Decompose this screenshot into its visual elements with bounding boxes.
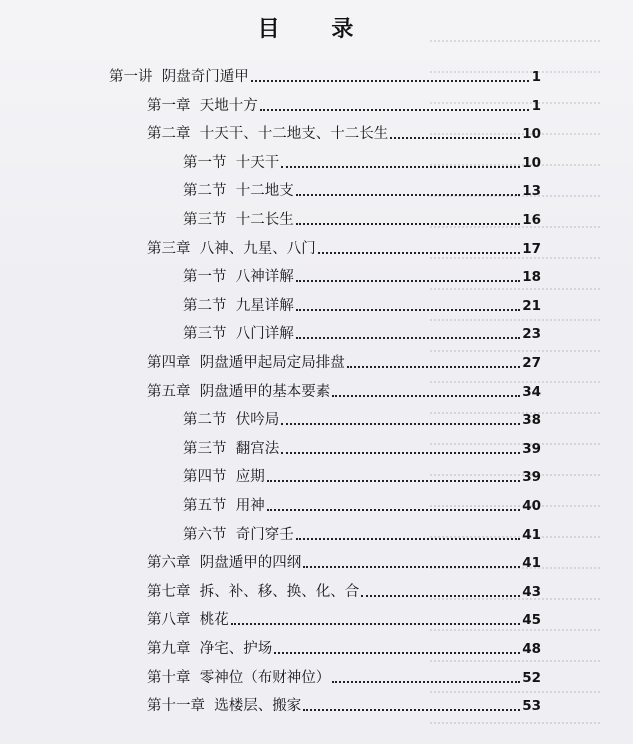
toc-entry[interactable] <box>147 95 541 115</box>
toc-entry[interactable] <box>183 180 541 200</box>
toc-entry-label: 第二节 十二地支 <box>183 183 294 200</box>
dot-leader <box>296 337 520 339</box>
dot-leader <box>296 223 520 225</box>
toc-entry[interactable] <box>147 552 541 572</box>
toc-entry-label: 第三章 八神、九星、八门 <box>147 240 316 257</box>
dot-leader <box>303 709 520 711</box>
toc-entry-label: 第一节 八神详解 <box>183 269 294 286</box>
toc-entry[interactable] <box>147 381 541 401</box>
toc-entry[interactable] <box>147 638 541 658</box>
dot-leader <box>260 109 529 111</box>
dot-leader <box>361 595 520 597</box>
dot-leader <box>390 137 520 139</box>
toc-entry[interactable] <box>109 66 541 86</box>
toc-entry-label: 第六节 奇门穿壬 <box>183 526 294 543</box>
dot-leader <box>231 623 520 625</box>
dot-leader <box>274 652 520 654</box>
toc-entry-label: 第九章 净宅、护场 <box>147 641 273 657</box>
dot-leader <box>267 509 520 511</box>
toc-entry-page-number: 16 <box>522 212 541 228</box>
toc-entry-label: 第三节 翻宫法 <box>183 440 280 457</box>
dot-leader <box>296 538 520 540</box>
toc-entry[interactable] <box>183 524 541 544</box>
toc-entry-page-number: 23 <box>522 326 541 343</box>
toc-entry-label: 第十一章 选楼层、搬家 <box>147 698 302 715</box>
toc-entry[interactable] <box>183 295 541 315</box>
toc-entry-page-number: 17 <box>522 240 541 257</box>
toc-entry-label: 第一讲 阴盘奇门遁甲 <box>109 69 249 85</box>
dot-leader <box>347 366 520 368</box>
toc-entry[interactable] <box>183 266 541 286</box>
toc-entry[interactable] <box>147 123 541 143</box>
toc-entry-page-number: 43 <box>522 583 541 600</box>
toc-entry-label: 第四节 应期 <box>183 469 265 486</box>
toc-entry-page-number: 39 <box>522 469 541 486</box>
dot-leader <box>281 166 520 168</box>
toc-entry-page-number: 38 <box>522 412 541 429</box>
toc-entry[interactable] <box>183 209 541 229</box>
toc-entry-page-number: 41 <box>522 555 541 572</box>
toc-entry-page-number: 40 <box>522 498 541 514</box>
toc-entry-page-number: 34 <box>522 383 541 400</box>
dot-leader <box>281 423 520 425</box>
toc-entry-label: 第四章 阴盘遁甲起局定局排盘 <box>147 355 345 371</box>
toc-entry-label: 第五节 用神 <box>183 498 265 514</box>
toc-entry-page-number: 1 <box>531 69 541 85</box>
toc-entry-label: 第三节 十二长生 <box>183 212 294 228</box>
dot-leader <box>267 480 520 482</box>
toc-entry-label: 第五章 阴盘遁甲的基本要素 <box>147 383 331 400</box>
toc-entry-label: 第三节 八门详解 <box>183 326 294 343</box>
toc-entry-page-number: 21 <box>522 297 541 314</box>
toc-entry-label: 第八章 桃花 <box>147 612 229 629</box>
toc-entry-label: 第一节 十天干 <box>183 154 280 171</box>
toc-entry-label: 第二节 九星详解 <box>183 297 294 314</box>
dot-leader <box>251 80 529 82</box>
toc-entry-page-number: 41 <box>522 526 541 543</box>
toc-entry[interactable] <box>183 409 541 429</box>
toc-entry-page-number: 48 <box>522 641 541 657</box>
dot-leader <box>281 452 520 454</box>
toc-entry-page-number: 10 <box>522 126 541 143</box>
toc-entry[interactable] <box>147 695 541 715</box>
toc-entry-page-number: 52 <box>522 669 541 686</box>
toc-entry-label: 第二节 伏吟局 <box>183 412 280 429</box>
toc-entry[interactable] <box>183 323 541 343</box>
toc-entry[interactable] <box>147 667 541 687</box>
toc-entry[interactable] <box>183 495 541 515</box>
dot-leader <box>303 566 520 568</box>
toc-entry-page-number: 1 <box>531 97 541 114</box>
toc-entry[interactable] <box>147 352 541 372</box>
toc-entry[interactable] <box>147 609 541 629</box>
dot-leader <box>296 194 520 196</box>
toc-entry-label: 第十章 零神位（布财神位） <box>147 669 331 686</box>
toc-entry-label: 第七章 拆、补、移、换、化、合 <box>147 583 360 600</box>
toc-entry-page-number: 27 <box>522 355 541 371</box>
dot-leader <box>318 252 520 254</box>
dot-leader <box>296 309 520 311</box>
page-title: 目 录 <box>257 17 376 42</box>
dot-leader <box>332 681 520 683</box>
toc-entry[interactable] <box>183 152 541 172</box>
toc-entry-page-number: 18 <box>522 269 541 286</box>
toc-entry[interactable] <box>183 438 541 458</box>
toc-entry[interactable] <box>183 466 541 486</box>
toc-entry-page-number: 53 <box>522 698 541 715</box>
toc-entry-page-number: 45 <box>522 612 541 629</box>
dot-leader <box>332 395 520 397</box>
toc-entry-page-number: 10 <box>522 154 541 171</box>
toc-entry-label: 第六章 阴盘遁甲的四纲 <box>147 555 302 572</box>
toc-entry-label: 第二章 十天干、十二地支、十二长生 <box>147 126 389 143</box>
toc-entry-page-number: 39 <box>522 440 541 457</box>
dot-leader <box>296 280 520 282</box>
toc-entry[interactable] <box>147 238 541 258</box>
toc-entry[interactable] <box>147 581 541 601</box>
toc-entry-page-number: 13 <box>522 183 541 200</box>
toc-entry-label: 第一章 天地十方 <box>147 97 258 114</box>
